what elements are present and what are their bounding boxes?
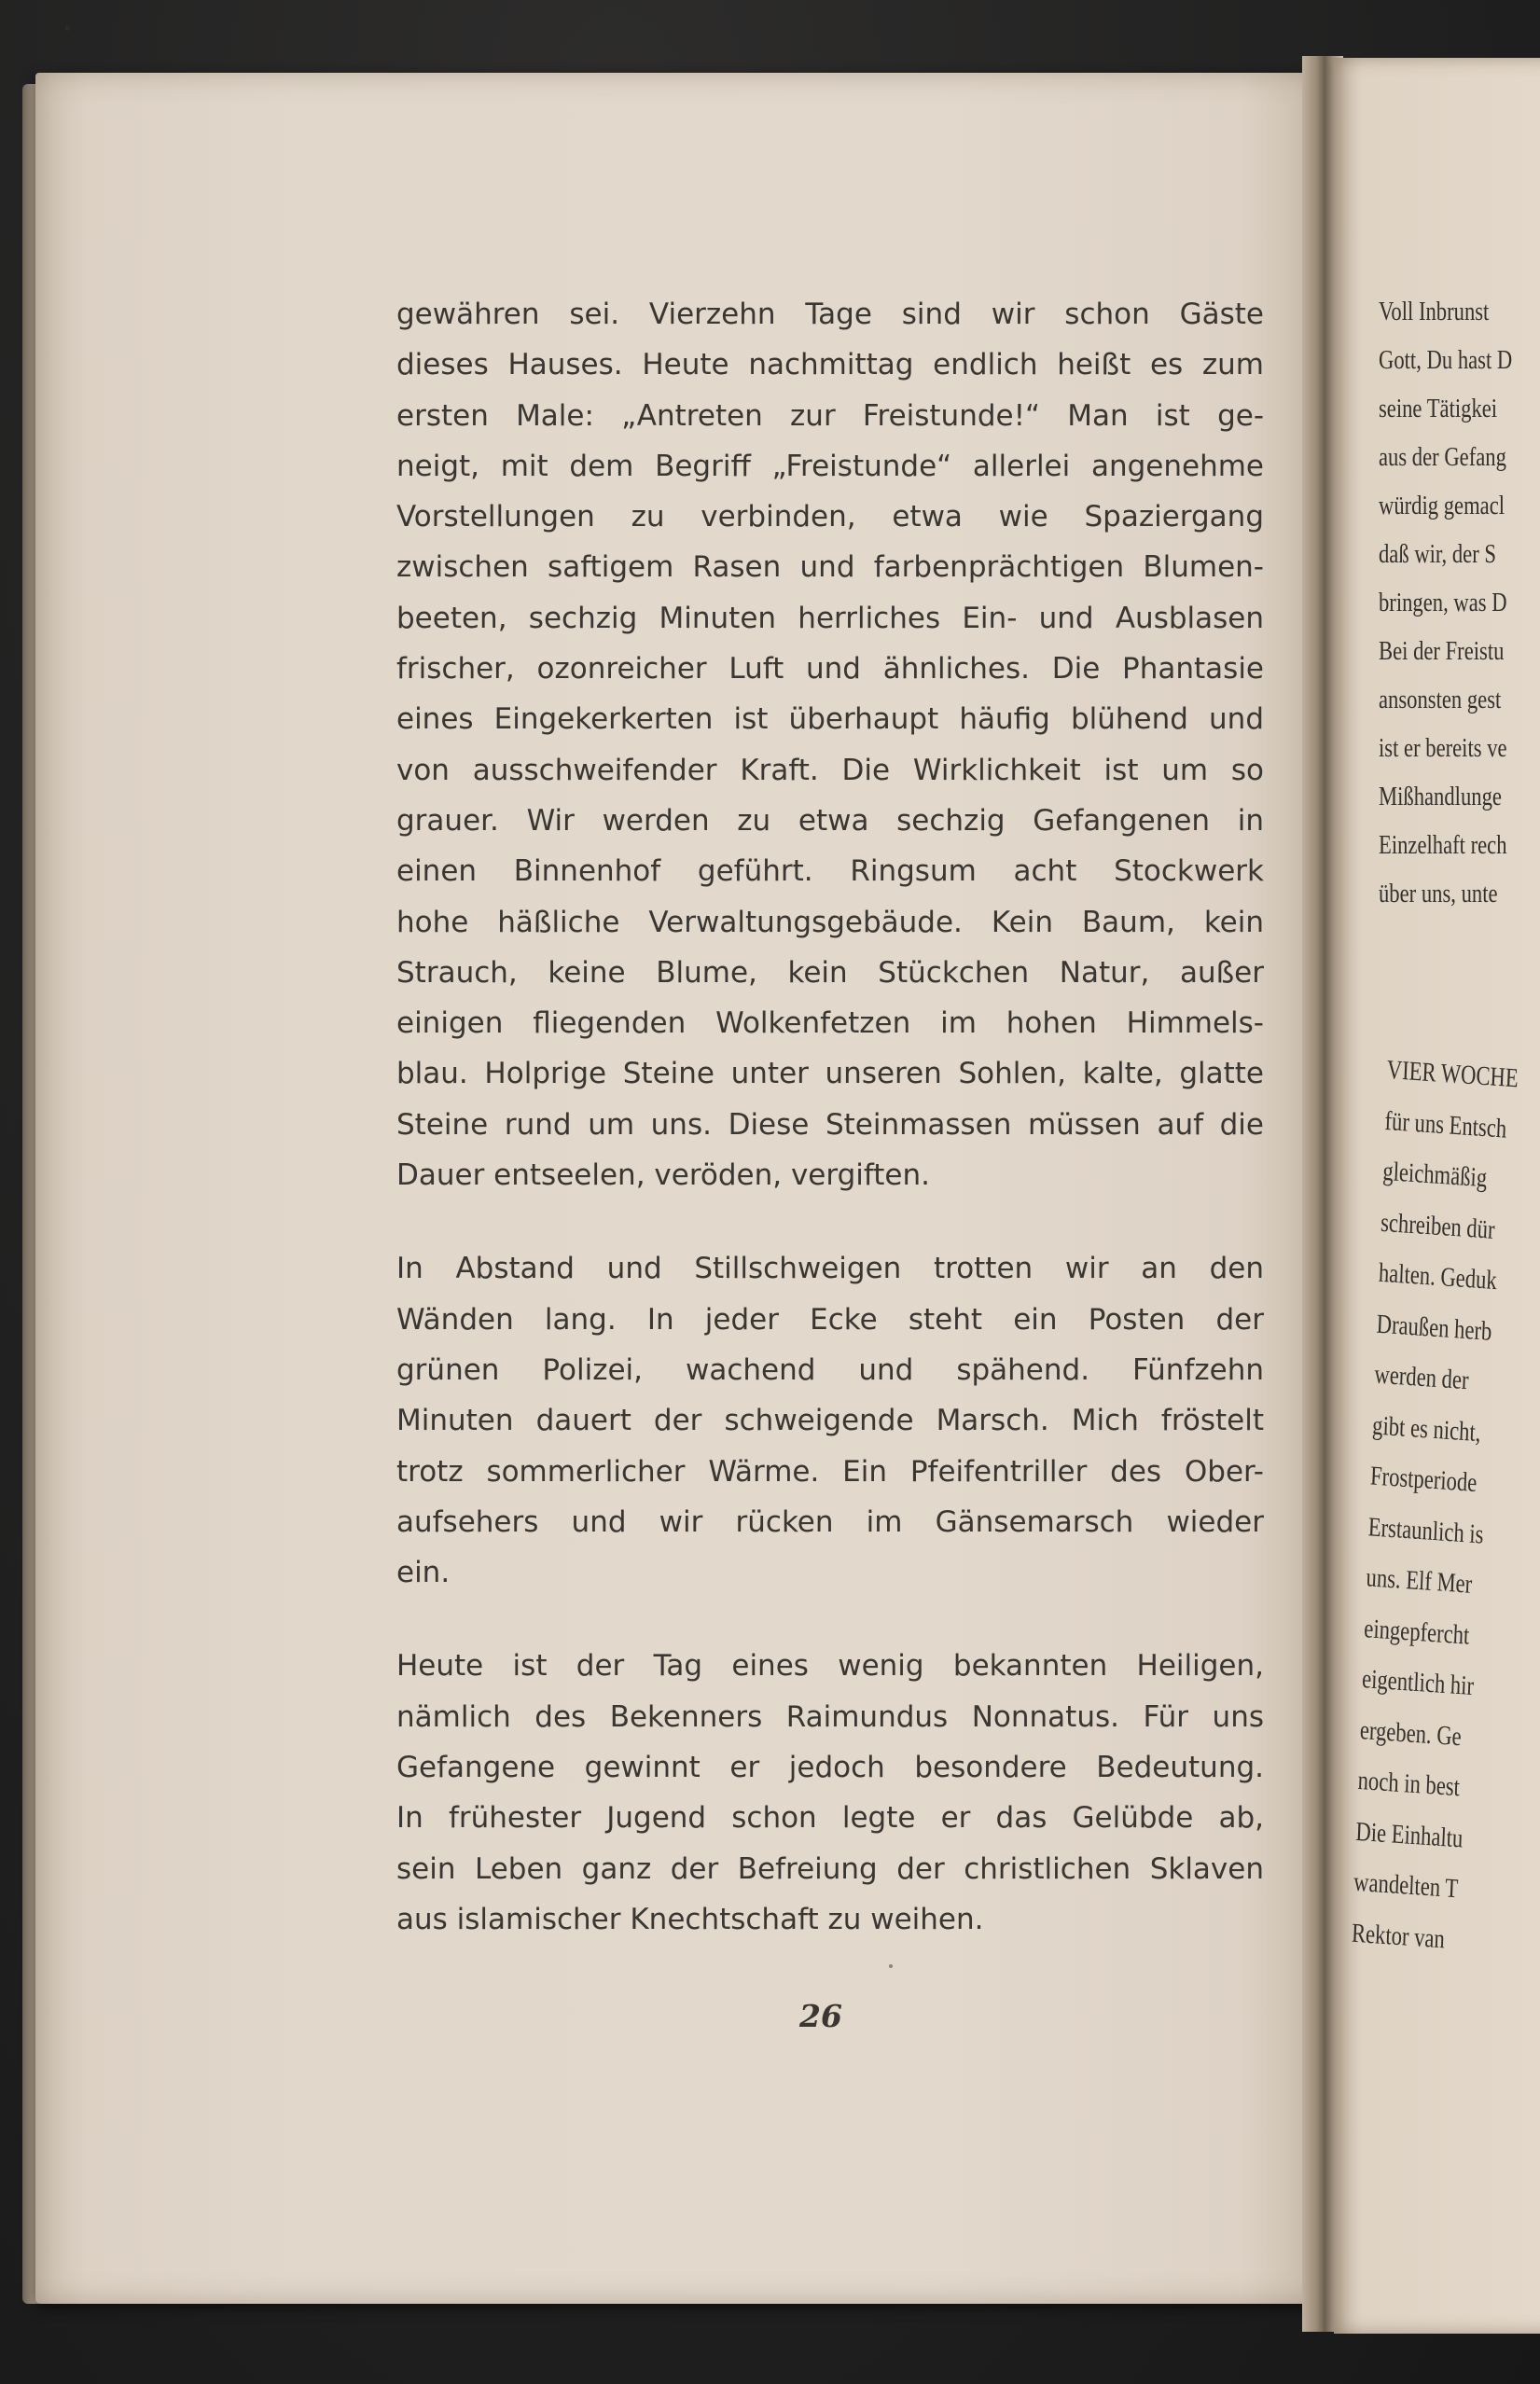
right-text-line: Rektor van	[1351, 1918, 1446, 1954]
text-line: aufsehers und wir rücken im Gänsemarsch wieder	[396, 1504, 1264, 1539]
paragraph-2	[396, 1243, 1264, 1598]
main-text	[396, 289, 1264, 1945]
right-text-line: wandelten T	[1353, 1866, 1459, 1905]
right-text-line: gibt es nicht,	[1371, 1409, 1482, 1448]
right-text-line: für uns Entsch	[1384, 1105, 1507, 1144]
text-line: beeten, sechzig Minuten herrliches Ein- und Ausblasen	[396, 601, 1264, 635]
text-line: In Abstand und Stillschweigen trotten wir an den	[396, 1252, 1264, 1286]
dust-speck	[65, 26, 70, 31]
text-line: gewähren sei. Vierzehn Tage sind wir schon Gäste	[396, 298, 1264, 331]
text-line: Heute ist der Tag eines wenig bekannten Heiligen,	[396, 1649, 1264, 1684]
text-line: trotz sommerlicher Wärme. Ein Pfeifentriller des Ober-	[396, 1454, 1264, 1489]
right-text-line: gleichmäßig	[1381, 1156, 1488, 1194]
right-text-line: uns. Elf Mer	[1365, 1562, 1473, 1600]
text-line: frischer, ozonreicher Luft und ähnliches. Die Phantasie	[396, 652, 1264, 686]
text-line: sein Leben ganz der Befreiung der christlichen Sklaven	[396, 1851, 1264, 1886]
text-line: ersten Male: „Antreten zur Freistunde!“ Man ist ge-	[396, 398, 1264, 433]
right-text-line: Bei der Freistu	[1379, 636, 1505, 666]
text-line: neigt, mit dem Begriff „Freistunde“ allerlei angenehme	[396, 449, 1264, 483]
right-text-line: Frostperiode	[1369, 1461, 1478, 1499]
right-text-line: Die Einhaltu	[1354, 1816, 1464, 1854]
text-line: Strauch, keine Blume, kein Stückchen Natur, außer	[396, 955, 1264, 990]
paragraph-3	[396, 1641, 1264, 1945]
dust-speck	[889, 1964, 893, 1968]
text-line: Wänden lang. In jeder Ecke steht ein Posten der	[396, 1302, 1264, 1337]
right-text-line: aus der Gefang	[1379, 442, 1506, 472]
right-text-line: Voll Inbrunst	[1379, 297, 1490, 326]
right-page-text-upper	[1379, 287, 1524, 918]
right-text-line: Draußen herb	[1376, 1309, 1492, 1347]
text-line: Steine rund um uns. Diese Steinmassen müssen auf die	[396, 1107, 1264, 1142]
text-line: hohe häßliche Verwaltungsgebäude. Kein Baum, kein	[396, 905, 1264, 939]
right-text-line: eingepfercht	[1363, 1613, 1470, 1651]
paragraph-1	[396, 289, 1264, 1200]
text-line: aus islamischer Knechtschaft zu weihen.	[396, 1902, 984, 1936]
text-line: zwischen saftigem Rasen und farbenprächtigen Blumen-	[396, 550, 1264, 585]
paragraph-gap	[396, 1200, 1264, 1243]
text-line: dieses Hauses. Heute nachmittag endlich heißt es zum	[396, 348, 1264, 382]
text-line: Vorstellungen zu verbinden, etwa wie Spaziergang	[396, 500, 1264, 534]
right-text-line: seine Tätigkei	[1379, 394, 1498, 423]
right-text-line: würdig gemacl	[1379, 491, 1505, 520]
text-line: einen Binnenhof geführt. Ringsum acht Stockwerk	[396, 854, 1264, 889]
right-text-line: Erstaunlich is	[1367, 1511, 1485, 1550]
right-text-line: schreiben dür	[1380, 1207, 1496, 1245]
text-line: von ausschweifender Kraft. Die Wirklichkeit ist um so	[396, 753, 1264, 787]
text-line: grünen Polizei, wachend und spähend. Fünfzehn	[396, 1352, 1264, 1387]
text-line: Minuten dauert der schweigende Marsch. Mich fröstelt	[396, 1404, 1264, 1438]
text-line: nämlich des Bekenners Raimundus Nonnatus. Für uns	[396, 1699, 1264, 1734]
text-line: Dauer entseelen, veröden, vergiften.	[396, 1158, 930, 1193]
page-number: 26	[799, 1998, 842, 2034]
right-text-line: Gott, Du hast D	[1379, 345, 1513, 375]
text-line: Gefangene gewinnt er jedoch besondere Bedeutung.	[396, 1751, 1264, 1785]
text-line: In frühester Jugend schon legte er das Gelübde ab,	[396, 1801, 1264, 1836]
right-text-line: bringen, was D	[1379, 588, 1507, 617]
right-text-line: werden der	[1373, 1359, 1470, 1396]
text-line: ein.	[396, 1556, 451, 1590]
right-text-line: Einzelhaft rech	[1379, 830, 1507, 860]
right-text-line: Mißhandlunge	[1379, 782, 1502, 811]
paragraph-gap	[396, 1598, 1264, 1641]
text-line: eines Eingekerkerten ist überhaupt häufig blühend und	[396, 702, 1264, 737]
right-text-line: halten. Geduk	[1378, 1257, 1498, 1296]
text-line: einigen fliegenden Wolkenfetzen im hohen Himmels-	[396, 1006, 1264, 1041]
right-text-line: ist er bereits ve	[1379, 733, 1507, 763]
right-text-line: noch in best	[1357, 1765, 1461, 1803]
text-line: grauer. Wir werden zu etwa sechzig Gefangenen in	[396, 803, 1264, 838]
right-text-line: ergeben. Ge	[1359, 1714, 1463, 1752]
right-text-line: ansonsten gest	[1379, 685, 1502, 714]
right-text-line: eigentlich hir	[1361, 1664, 1475, 1702]
right-text-line: VIER WOCHE	[1386, 1054, 1519, 1094]
text-line: blau. Holprige Steine unter unseren Sohlen, kalte, glatte	[396, 1057, 1264, 1091]
right-text-line: über uns, unte	[1379, 879, 1498, 908]
right-text-line: daß wir, der S	[1379, 539, 1496, 569]
